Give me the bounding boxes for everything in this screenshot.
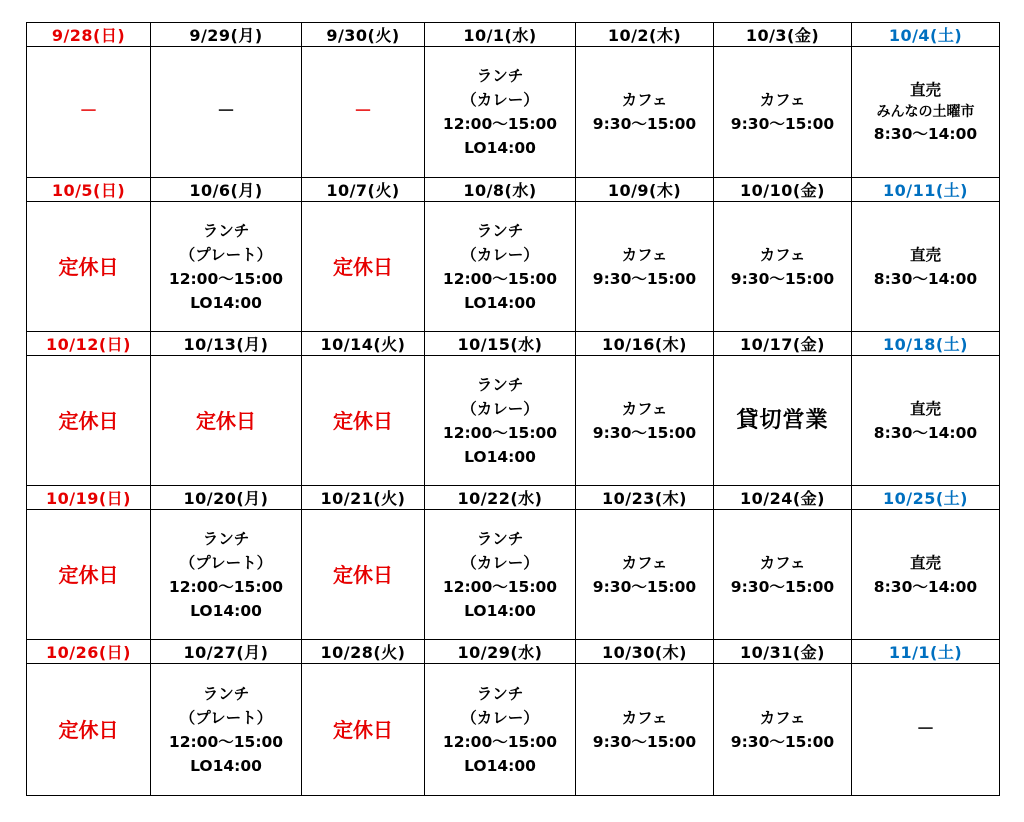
day-date-cell: 10/17(金) [714, 332, 852, 356]
schedule-line: （カレー） [461, 399, 539, 418]
schedule-line: 9:30～15:00 [730, 115, 835, 133]
schedule-line: カフェ [621, 245, 668, 264]
day-date-cell: 10/20(月) [151, 486, 302, 510]
day-schedule-cell [151, 202, 302, 332]
schedule-line: 12:00～15:00 [442, 577, 558, 596]
day-schedule-cell [852, 47, 1000, 178]
day-schedule-cell [576, 47, 714, 178]
schedule-line: 直売 [909, 553, 941, 572]
schedule-line: ランチ [476, 684, 524, 703]
schedule-line: LO14:00 [190, 601, 262, 620]
schedule-line: 9:30～15:00 [730, 269, 835, 288]
day-date-cell: 10/8(水) [425, 178, 576, 202]
week-body-row [27, 47, 1000, 178]
schedule-line: 8:30～14:00 [873, 269, 978, 288]
day-date-cell: 10/4(土) [852, 23, 1000, 47]
schedule-line: 9:30～15:00 [730, 577, 835, 596]
schedule-line: （カレー） [461, 91, 539, 109]
schedule-line: 9:30～15:00 [592, 577, 697, 596]
schedule-line: 8:30～14:00 [873, 125, 978, 143]
schedule-line: カフェ [759, 91, 806, 109]
day-schedule-cell [151, 664, 302, 796]
schedule-line: 直売 [909, 81, 941, 99]
day-date-cell: 10/23(木) [576, 486, 714, 510]
day-schedule-cell [714, 202, 852, 332]
schedule-line: カフェ [759, 708, 806, 727]
day-date-cell: 10/15(水) [425, 332, 576, 356]
day-schedule-cell [852, 510, 1000, 640]
day-date-cell: 10/24(金) [714, 486, 852, 510]
schedule-line: 12:00～15:00 [442, 115, 558, 133]
day-date-cell: 10/14(火) [302, 332, 425, 356]
schedule-line: カフェ [621, 399, 668, 418]
day-schedule-cell [852, 202, 1000, 332]
schedule-line: ランチ [476, 67, 524, 85]
week-header-row [27, 486, 1000, 510]
schedule-line: 12:00～15:00 [168, 732, 284, 751]
schedule-line: ランチ [476, 375, 524, 394]
schedule-line: 9:30～15:00 [730, 732, 835, 751]
schedule-line: 12:00～15:00 [168, 577, 284, 596]
schedule-line: － [217, 101, 235, 122]
day-schedule-cell [852, 356, 1000, 486]
day-schedule-cell [576, 510, 714, 640]
schedule-line: 定休日 [333, 717, 393, 742]
day-date-cell: 10/25(土) [852, 486, 1000, 510]
day-date-cell: 10/13(月) [151, 332, 302, 356]
day-schedule-cell [714, 47, 852, 178]
week-header-row [27, 640, 1000, 664]
day-date-cell: 10/29(水) [425, 640, 576, 664]
day-schedule-cell [576, 664, 714, 796]
schedule-line: 12:00～15:00 [442, 269, 558, 288]
schedule-line: 9:30～15:00 [592, 732, 697, 751]
week-header-row [27, 332, 1000, 356]
schedule-line: LO14:00 [464, 756, 536, 775]
day-schedule-cell [425, 47, 576, 178]
schedule-line: ランチ [202, 529, 250, 548]
schedule-line: カフェ [759, 553, 806, 572]
day-schedule-cell [576, 202, 714, 332]
schedule-line: 定休日 [58, 408, 119, 433]
day-date-cell: 10/6(月) [151, 178, 302, 202]
day-date-cell: 10/5(日) [27, 178, 151, 202]
schedule-line: － [79, 101, 98, 122]
day-date-cell: 10/7(火) [302, 178, 425, 202]
schedule-line: 8:30～14:00 [873, 577, 978, 596]
day-schedule-cell [27, 510, 151, 640]
schedule-line: カフェ [621, 708, 668, 727]
schedule-line: 定休日 [333, 408, 393, 433]
day-date-cell: 10/26(日) [27, 640, 151, 664]
schedule-line: 貸切営業 [736, 407, 829, 433]
day-schedule-cell [27, 202, 151, 332]
day-schedule-cell [714, 510, 852, 640]
day-schedule-cell [576, 356, 714, 486]
week-header-row [27, 23, 1000, 47]
day-date-cell: 10/12(日) [27, 332, 151, 356]
schedule-line: 8:30～14:00 [873, 423, 978, 442]
schedule-line: 9:30～15:00 [592, 269, 697, 288]
schedule-line: （プレート） [179, 708, 273, 727]
schedule-line: （カレー） [461, 553, 539, 572]
schedule-line: 定休日 [58, 254, 119, 279]
day-schedule-cell [425, 356, 576, 486]
day-schedule-cell [151, 47, 302, 178]
schedule-line: － [354, 101, 372, 122]
day-date-cell: 10/2(木) [576, 23, 714, 47]
day-date-cell: 10/30(木) [576, 640, 714, 664]
day-date-cell: 10/10(金) [714, 178, 852, 202]
schedule-calendar [26, 22, 1000, 796]
day-schedule-cell [852, 664, 1000, 796]
day-schedule-cell [714, 356, 852, 486]
day-schedule-cell [27, 356, 151, 486]
schedule-line: 定休日 [196, 408, 256, 433]
day-schedule-cell [425, 664, 576, 796]
day-date-cell: 9/30(火) [302, 23, 425, 47]
schedule-line: 9:30～15:00 [592, 423, 697, 442]
week-header-row [27, 178, 1000, 202]
schedule-line: （カレー） [461, 245, 539, 264]
day-date-cell: 10/27(月) [151, 640, 302, 664]
day-schedule-cell [714, 664, 852, 796]
week-body-row [27, 202, 1000, 332]
schedule-line: 直売 [909, 245, 941, 264]
day-schedule-cell [151, 356, 302, 486]
day-date-cell: 10/22(水) [425, 486, 576, 510]
schedule-line: 直売 [909, 399, 941, 418]
schedule-line: 定休日 [58, 562, 119, 587]
schedule-line: （プレート） [179, 553, 273, 572]
schedule-line: LO14:00 [464, 139, 536, 157]
schedule-line: （プレート） [179, 245, 273, 264]
day-date-cell: 10/28(火) [302, 640, 425, 664]
day-date-cell: 10/1(水) [425, 23, 576, 47]
day-date-cell: 10/18(土) [852, 332, 1000, 356]
calendar-body [27, 23, 1000, 796]
schedule-line: 12:00～15:00 [168, 269, 284, 288]
day-schedule-cell [27, 664, 151, 796]
day-schedule-cell [302, 202, 425, 332]
day-date-cell: 10/9(木) [576, 178, 714, 202]
schedule-line: ランチ [476, 529, 524, 548]
schedule-line: LO14:00 [464, 293, 536, 312]
schedule-line: （カレー） [461, 708, 539, 727]
day-date-cell: 10/11(土) [852, 178, 1000, 202]
day-schedule-cell [302, 664, 425, 796]
schedule-line: 12:00～15:00 [442, 732, 558, 751]
day-date-cell: 9/29(月) [151, 23, 302, 47]
week-body-row [27, 664, 1000, 796]
schedule-line: みんなの土曜市 [876, 104, 975, 120]
schedule-line: 定休日 [333, 562, 393, 587]
day-date-cell: 9/28(日) [27, 23, 151, 47]
schedule-line: － [916, 718, 935, 740]
day-date-cell: 10/3(金) [714, 23, 852, 47]
day-date-cell: 10/31(金) [714, 640, 852, 664]
schedule-line: LO14:00 [190, 293, 262, 312]
schedule-line: ランチ [202, 221, 250, 240]
day-schedule-cell [302, 356, 425, 486]
schedule-line: カフェ [621, 553, 668, 572]
schedule-line: カフェ [621, 91, 668, 109]
schedule-line: ランチ [476, 221, 524, 240]
schedule-line: カフェ [759, 245, 806, 264]
schedule-line: 9:30～15:00 [592, 115, 697, 133]
day-date-cell: 10/19(日) [27, 486, 151, 510]
schedule-line: LO14:00 [464, 447, 536, 466]
day-date-cell: 11/1(土) [852, 640, 1000, 664]
day-schedule-cell [302, 510, 425, 640]
week-body-row [27, 356, 1000, 486]
schedule-line: 定休日 [333, 254, 393, 279]
week-body-row [27, 510, 1000, 640]
schedule-line: LO14:00 [464, 601, 536, 620]
day-schedule-cell [27, 47, 151, 178]
day-schedule-cell [425, 510, 576, 640]
day-schedule-cell [151, 510, 302, 640]
schedule-line: ランチ [202, 684, 250, 703]
day-date-cell: 10/16(木) [576, 332, 714, 356]
day-date-cell: 10/21(火) [302, 486, 425, 510]
schedule-line: 12:00～15:00 [442, 423, 558, 442]
schedule-line: 定休日 [58, 717, 119, 742]
schedule-line: LO14:00 [190, 756, 262, 775]
day-schedule-cell [302, 47, 425, 178]
day-schedule-cell [425, 202, 576, 332]
